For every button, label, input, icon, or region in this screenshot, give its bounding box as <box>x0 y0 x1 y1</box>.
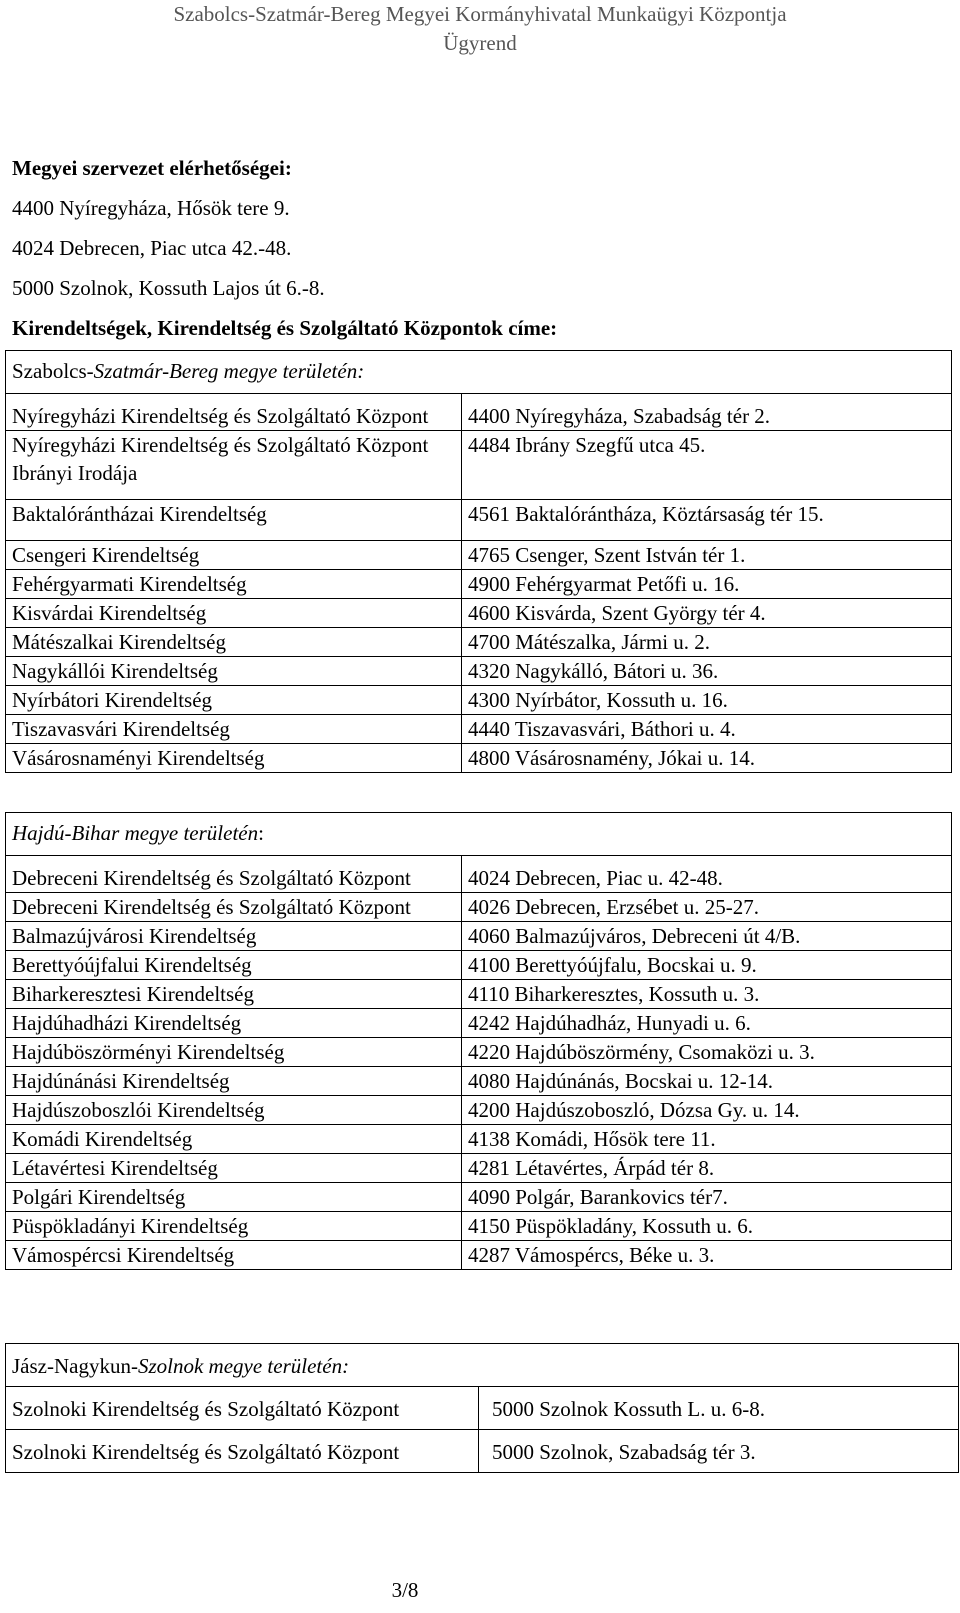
office-name: Komádi Kirendeltség <box>6 1125 462 1154</box>
office-address: 5000 Szolnok Kossuth L. u. 6-8. <box>479 1387 959 1430</box>
office-address: 4561 Baktalórántháza, Köztársaság tér 15. <box>462 500 952 541</box>
office-name: Hajdúszoboszlói Kirendeltség <box>6 1096 462 1125</box>
jnsz-offices-table <box>5 1343 959 1473</box>
table-row <box>6 657 952 686</box>
office-name: Hajdúhadházi Kirendeltség <box>6 1009 462 1038</box>
office-address: 4026 Debrecen, Erzsébet u. 25-27. <box>462 893 952 922</box>
page-number: 3/8 <box>391 1578 419 1602</box>
office-address: 4600 Kisvárda, Szent György tér 4. <box>462 599 952 628</box>
office-address: 4080 Hajdúnánás, Bocskai u. 12-14. <box>462 1067 952 1096</box>
table-row <box>6 744 952 773</box>
contact-address: 4024 Debrecen, Piac utca 42.-48. <box>12 236 292 260</box>
office-name: Csengeri Kirendeltség <box>6 541 462 570</box>
table-row <box>6 599 952 628</box>
office-address: 4110 Biharkeresztes, Kossuth u. 3. <box>462 980 952 1009</box>
table-row <box>6 893 952 922</box>
table-row <box>6 1009 952 1038</box>
office-address: 5000 Szolnok, Szabadság tér 3. <box>479 1430 959 1473</box>
office-name: Püspökladányi Kirendeltség <box>6 1212 462 1241</box>
table-row <box>6 856 952 893</box>
table-heading <box>6 1344 959 1387</box>
office-name: Kisvárdai Kirendeltség <box>6 599 462 628</box>
table-row <box>6 922 952 951</box>
table-row <box>6 1067 952 1096</box>
table-row <box>6 1154 952 1183</box>
header-organization: Szabolcs-Szatmár-Bereg Megyei Kormányhivatal Munkaügyi Központja <box>173 2 787 26</box>
office-name: Polgári Kirendeltség <box>6 1183 462 1212</box>
contact-address: 4400 Nyíregyháza, Hősök tere 9. <box>12 196 290 220</box>
office-address: 4090 Polgár, Barankovics tér7. <box>462 1183 952 1212</box>
office-address: 4800 Vásárosnamény, Jókai u. 14. <box>462 744 952 773</box>
office-name: Baktalórántházai Kirendeltség <box>6 500 462 541</box>
office-name: Nagykállói Kirendeltség <box>6 657 462 686</box>
table-heading <box>6 351 952 394</box>
table-row <box>6 628 952 657</box>
office-name: Vámospércsi Kirendeltség <box>6 1241 462 1270</box>
office-address: 4765 Csenger, Szent István tér 1. <box>462 541 952 570</box>
heading-italic: Szolnok megye területén: <box>137 1354 350 1378</box>
heading-italic: Szatmár-Bereg megye területén: <box>93 359 365 383</box>
office-name: Berettyóújfalui Kirendeltség <box>6 951 462 980</box>
table-row <box>6 686 952 715</box>
heading-prefix: Jász-Nagykun- <box>12 1354 138 1378</box>
office-name: Debreceni Kirendeltség és Szolgáltató Központ <box>6 856 462 893</box>
szszb-offices-table <box>5 350 952 773</box>
office-name: Tiszavasvári Kirendeltség <box>6 715 462 744</box>
office-name: Nyíregyházi Kirendeltség és Szolgáltató Központ <box>6 394 462 431</box>
contacts-section <box>12 153 557 353</box>
table-heading <box>6 813 952 856</box>
office-address: 4440 Tiszavasvári, Báthori u. 4. <box>462 715 952 744</box>
office-address: 4300 Nyírbátor, Kossuth u. 16. <box>462 686 952 715</box>
table-row <box>6 1430 959 1473</box>
table-row <box>6 1183 952 1212</box>
office-name: Biharkeresztesi Kirendeltség <box>6 980 462 1009</box>
table-row <box>6 1038 952 1067</box>
office-address: 4900 Fehérgyarmat Petőfi u. 16. <box>462 570 952 599</box>
office-name: Szolnoki Kirendeltség és Szolgáltató Központ <box>6 1387 479 1430</box>
table-row <box>6 1125 952 1154</box>
table-row <box>6 394 952 431</box>
office-name: Nyírbátori Kirendeltség <box>6 686 462 715</box>
table-row <box>6 1096 952 1125</box>
offices-title: Kirendeltségek, Kirendeltség és Szolgáltató Központok címe: <box>12 316 558 340</box>
office-address: 4700 Mátészalka, Jármi u. 2. <box>462 628 952 657</box>
office-address: 4320 Nagykálló, Bátori u. 36. <box>462 657 952 686</box>
office-address: 4281 Létavértes, Árpád tér 8. <box>462 1154 952 1183</box>
contact-address: 5000 Szolnok, Kossuth Lajos út 6.-8. <box>12 276 325 300</box>
table-row <box>6 1387 959 1430</box>
office-address: 4200 Hajdúszoboszló, Dózsa Gy. u. 14. <box>462 1096 952 1125</box>
office-address: 4220 Hajdúböszörmény, Csomaközi u. 3. <box>462 1038 952 1067</box>
table-row <box>6 570 952 599</box>
table-row <box>6 1241 952 1270</box>
heading-italic: Hajdú-Bihar megye területén <box>12 821 259 845</box>
office-name: Nyíregyházi Kirendeltség és Szolgáltató Központ Ibrányi Irodája <box>6 431 462 500</box>
office-name: Balmazújvárosi Kirendeltség <box>6 922 462 951</box>
office-address: 4287 Vámospércs, Béke u. 3. <box>462 1241 952 1270</box>
office-name: Fehérgyarmati Kirendeltség <box>6 570 462 599</box>
header-document-title: Ügyrend <box>443 31 517 55</box>
office-address: 4138 Komádi, Hősök tere 11. <box>462 1125 952 1154</box>
table-row <box>6 715 952 744</box>
table-row <box>6 541 952 570</box>
office-address: 4400 Nyíregyháza, Szabadság tér 2. <box>462 394 952 431</box>
heading-colon: : <box>258 821 264 845</box>
office-address: 4242 Hajdúhadház, Hunyadi u. 6. <box>462 1009 952 1038</box>
office-name: Hajdúböszörményi Kirendeltség <box>6 1038 462 1067</box>
office-address: 4100 Berettyóújfalu, Bocskai u. 9. <box>462 951 952 980</box>
office-address: 4484 Ibrány Szegfű utca 45. <box>462 431 952 500</box>
hb-offices-table <box>5 812 952 1270</box>
page-header <box>0 0 960 58</box>
table-row <box>6 980 952 1009</box>
table-row <box>6 951 952 980</box>
heading-prefix: Szabolcs- <box>12 359 94 383</box>
office-address: 4024 Debrecen, Piac u. 42-48. <box>462 856 952 893</box>
table-row <box>6 1212 952 1241</box>
office-name: Debreceni Kirendeltség és Szolgáltató Központ <box>6 893 462 922</box>
office-name: Vásárosnaményi Kirendeltség <box>6 744 462 773</box>
office-name: Hajdúnánási Kirendeltség <box>6 1067 462 1096</box>
county-contacts-title: Megyei szervezet elérhetőségei: <box>12 156 292 180</box>
table-row <box>6 431 952 500</box>
office-address: 4060 Balmazújváros, Debreceni út 4/B. <box>462 922 952 951</box>
office-name: Mátészalkai Kirendeltség <box>6 628 462 657</box>
office-address: 4150 Püspökladány, Kossuth u. 6. <box>462 1212 952 1241</box>
office-name: Létavértesi Kirendeltség <box>6 1154 462 1183</box>
office-name: Szolnoki Kirendeltség és Szolgáltató Központ <box>6 1430 479 1473</box>
table-row <box>6 500 952 541</box>
